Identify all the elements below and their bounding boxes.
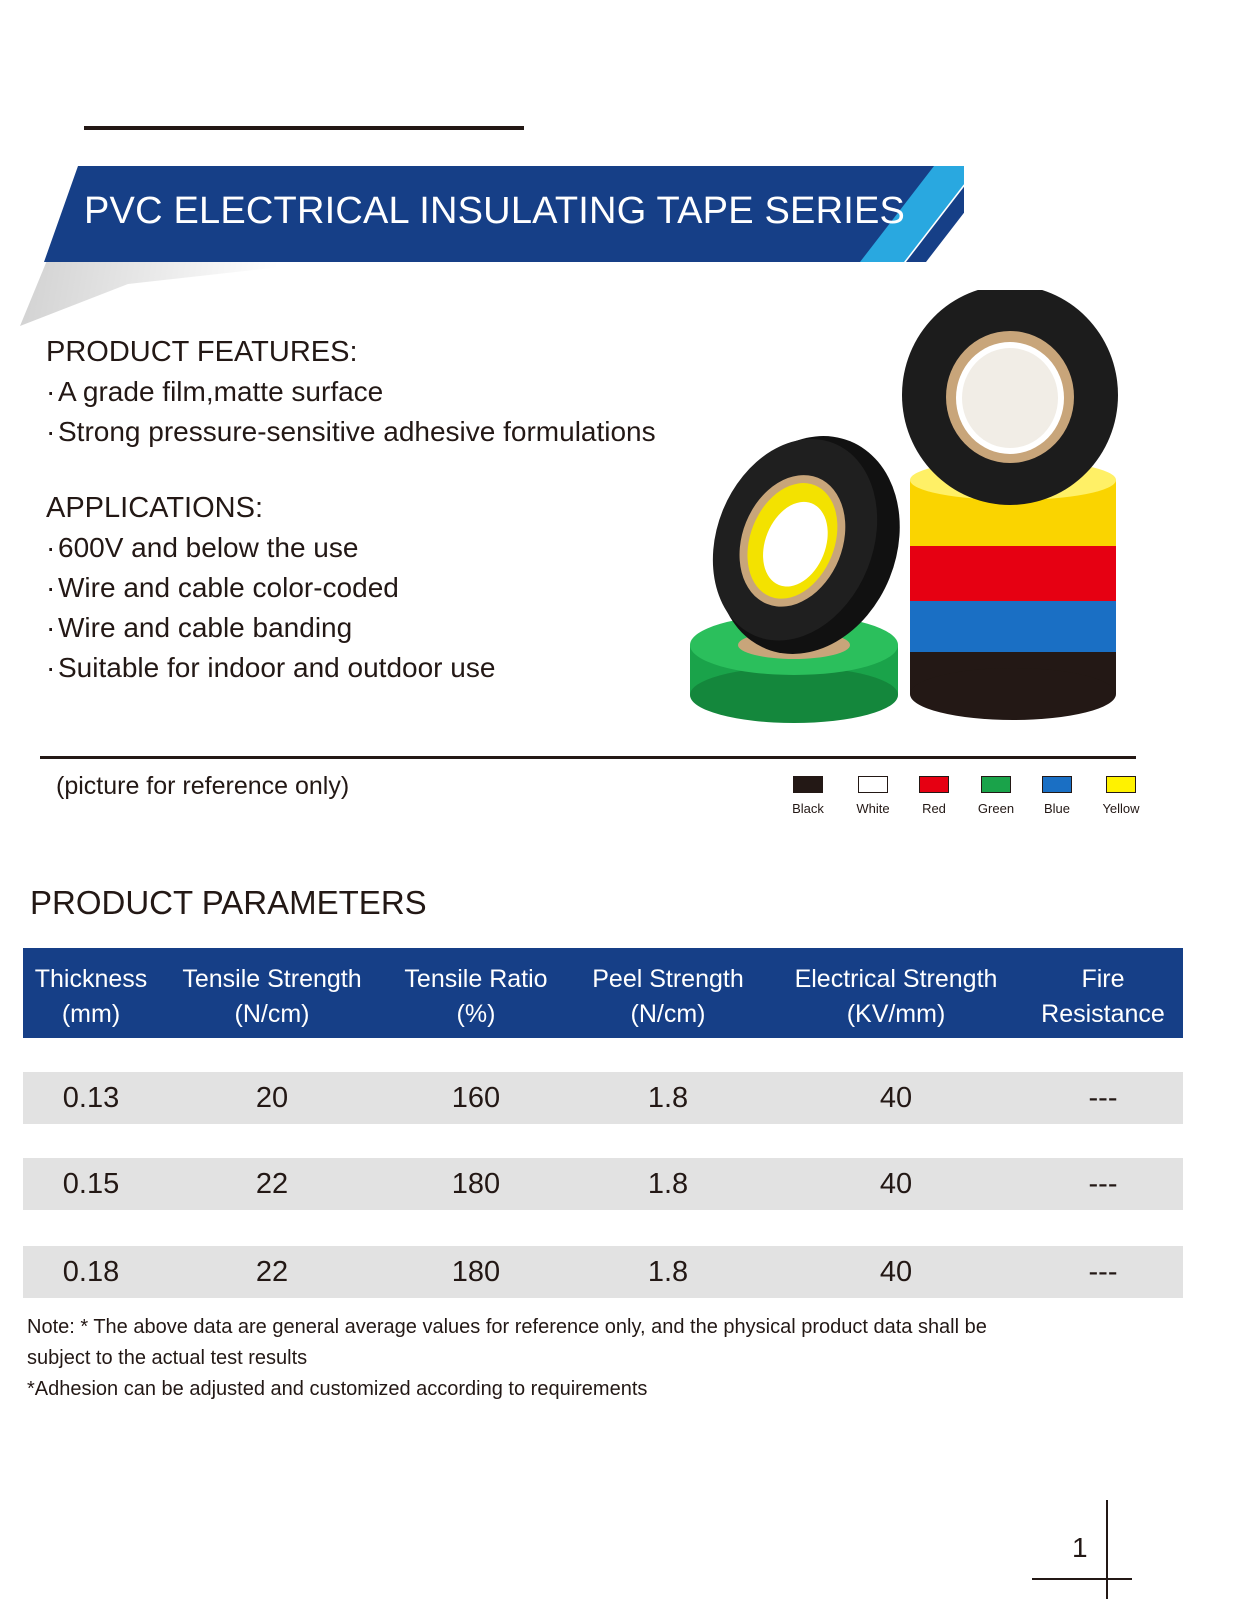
swatch-label: Yellow	[1102, 801, 1140, 816]
page-number-rule-horizontal	[1032, 1578, 1132, 1580]
note-line: *Adhesion can be adjusted and customized according to requirements	[27, 1378, 648, 1400]
bullet-dot: ·	[46, 612, 56, 643]
feature-item: ·Strong pressure-sensitive adhesive formulations	[46, 416, 656, 447]
swatch-label: White	[856, 801, 890, 816]
color-swatch-yellow	[1091, 776, 1151, 816]
application-item: ·600V and below the use	[46, 532, 359, 563]
section-divider	[40, 756, 1136, 759]
banner-shadow	[20, 256, 380, 326]
application-item: ·Suitable for indoor and outdoor use	[46, 652, 496, 683]
table-cell: 1.8	[647, 1168, 689, 1200]
table-cell: ---	[1088, 1256, 1118, 1288]
table-cell: 40	[879, 1256, 913, 1288]
note-line: subject to the actual test results	[27, 1347, 308, 1369]
swatch-box	[919, 776, 949, 793]
table-cell: 0.18	[62, 1256, 120, 1288]
top-divider	[84, 126, 524, 130]
table-cell: 0.13	[62, 1082, 120, 1114]
table-cell: 1.8	[647, 1256, 689, 1288]
applications-heading: APPLICATIONS:	[46, 492, 264, 524]
swatch-box	[858, 776, 888, 793]
table-cell: ---	[1088, 1082, 1118, 1114]
note-line: Note: * The above data are general average values for reference only, and the physical product data shall be	[27, 1316, 987, 1338]
table-cell: ---	[1088, 1168, 1118, 1200]
page-number: 1	[1072, 1532, 1088, 1563]
header-electrical-strength: Electrical Strength (KV/mm)	[794, 965, 998, 1028]
table-cell: 22	[255, 1256, 289, 1288]
header-thickness: Thickness (mm)	[34, 965, 148, 1028]
reference-note: (picture for reference only)	[56, 772, 350, 800]
table-cell: 20	[255, 1082, 289, 1114]
table-row	[23, 1072, 1183, 1124]
color-swatch-blue	[1027, 776, 1087, 816]
table-cell: 1.8	[647, 1082, 689, 1114]
header-fire-resistance: Fire Resistance	[1041, 965, 1165, 1028]
bullet-dot: ·	[46, 572, 56, 603]
swatch-label: Red	[922, 801, 946, 816]
header-tensile-ratio: Tensile Ratio (%)	[404, 965, 548, 1028]
bullet-dot: ·	[46, 376, 56, 407]
color-swatch-green	[966, 776, 1026, 816]
table-cell: 160	[451, 1082, 501, 1114]
table-header	[23, 948, 1183, 1038]
application-item: ·Wire and cable banding	[46, 612, 353, 643]
header-tensile-strength: Tensile Strength (N/cm)	[182, 965, 362, 1028]
banner-title: PVC ELECTRICAL INSULATING TAPE SERIES	[84, 190, 906, 232]
table-cell: 40	[879, 1168, 913, 1200]
table-cell: 180	[451, 1168, 501, 1200]
swatch-box	[981, 776, 1011, 793]
features-heading: PRODUCT FEATURES:	[46, 336, 358, 368]
application-item: ·Wire and cable color-coded	[46, 572, 399, 603]
swatch-box	[1042, 776, 1072, 793]
table-cell: 0.15	[62, 1168, 120, 1200]
swatch-label: Black	[792, 801, 824, 816]
swatch-label: Blue	[1043, 801, 1071, 816]
table-cell: 180	[451, 1256, 501, 1288]
table-cell: 22	[255, 1168, 289, 1200]
color-swatch-black	[778, 776, 838, 816]
bullet-dot: ·	[46, 532, 56, 563]
swatch-label: Green	[977, 801, 1015, 816]
color-swatch-red	[904, 776, 964, 816]
bullet-dot: ·	[46, 652, 56, 683]
feature-item: ·A grade film,matte surface	[46, 376, 384, 407]
color-swatch-white	[843, 776, 903, 816]
tape-stack-icon	[902, 290, 1118, 720]
swatch-box	[1106, 776, 1136, 793]
table-cell: 40	[879, 1082, 913, 1114]
page-number-rule-vertical	[1106, 1500, 1108, 1599]
parameters-heading: PRODUCT PARAMETERS	[30, 884, 427, 921]
swatch-box	[793, 776, 823, 793]
table-row	[23, 1158, 1183, 1210]
header-peel-strength: Peel Strength (N/cm)	[592, 965, 744, 1028]
tape-rolls-illustration	[690, 290, 1130, 735]
bullet-dot: ·	[46, 416, 56, 447]
table-row	[23, 1246, 1183, 1298]
